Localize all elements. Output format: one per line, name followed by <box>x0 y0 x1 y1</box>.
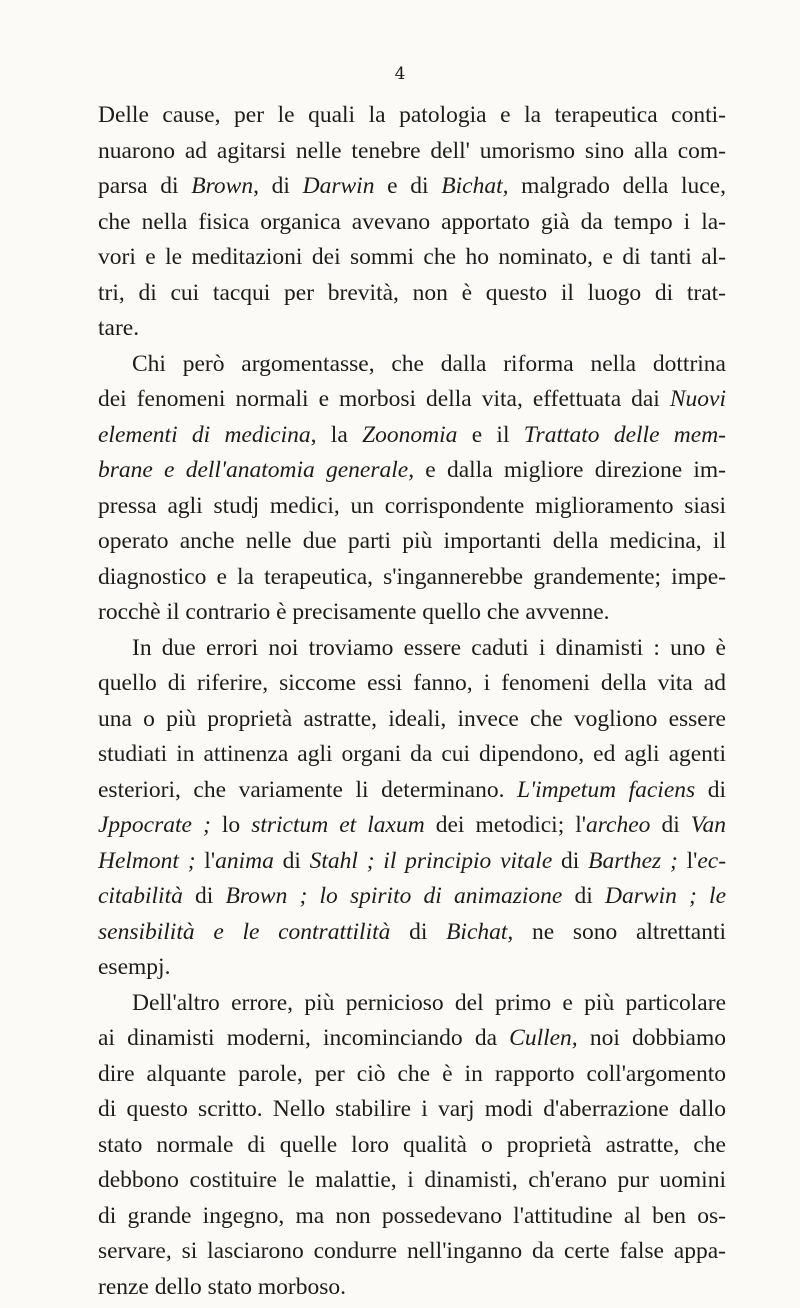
text-line <box>98 915 726 951</box>
text-span: rocchè il contrario è precisamente quello che avvenne. <box>98 599 610 625</box>
italic-text: anima <box>215 847 274 874</box>
italic-text: citabilità <box>98 883 183 909</box>
text-line <box>98 879 726 915</box>
italic-text: Jppocrate ; <box>98 812 211 838</box>
text-line <box>98 631 726 667</box>
text-line <box>98 844 726 880</box>
text-span: di <box>695 776 727 803</box>
text-span: l' <box>677 847 698 874</box>
text-span: esteriori, che variamente li determinano. <box>98 776 518 803</box>
text-span: di <box>562 883 606 909</box>
italic-text: Bichat, <box>446 918 514 945</box>
text-line <box>98 240 726 276</box>
text-span: Dell'altro errore, più pernicioso del primo e più particolare <box>132 989 726 1016</box>
text-span: l' <box>195 847 216 874</box>
text-line <box>98 205 726 241</box>
text-span: e dalla migliore direzione im- <box>414 457 727 483</box>
text-span: dire alquante parole, per ciò che è in rapporto coll'argomento <box>98 1060 726 1087</box>
text-line <box>98 773 726 809</box>
italic-text: Helmont ; <box>98 847 196 874</box>
italic-text: archeo <box>586 812 651 838</box>
text-line <box>98 1092 726 1128</box>
text-span: pressa agli studj medici, un corrispondente miglioramento siasi <box>98 492 726 519</box>
text-line <box>98 986 726 1022</box>
text-span: una o più proprietà astratte, ideali, invece che vogliono essere <box>98 705 726 732</box>
italic-text: Nuovi <box>669 386 726 412</box>
text-span: Chi però argomentasse, che dalla riforma nella dottrina <box>132 350 726 377</box>
italic-text: Barthez ; <box>588 847 678 874</box>
text-span: tri, di cui tacqui per brevità, non è questo il luogo di trat- <box>98 279 726 306</box>
text-span: In due errori noi troviamo essere caduti i dinamisti : uno è <box>132 634 726 661</box>
text-line <box>98 169 726 205</box>
italic-text: Brown <box>191 173 254 199</box>
text-span: ne sono altrettanti <box>513 918 727 945</box>
text-line <box>98 1199 726 1235</box>
text-line <box>98 98 726 134</box>
italic-text: Darwin <box>302 173 375 199</box>
text-line <box>98 418 726 454</box>
text-span: dei fenomeni normali e morbosi della vita, effettuata dai <box>98 386 670 412</box>
text-line <box>98 1270 726 1306</box>
text-line <box>98 524 726 560</box>
text-span: di <box>650 812 691 838</box>
text-line <box>98 1234 726 1270</box>
text-span: dei metodici; l' <box>424 812 587 838</box>
text-span: di questo scritto. Nello stabilire i varj modi d'aberrazione dallo <box>98 1096 726 1122</box>
text-line <box>98 1163 726 1199</box>
text-line <box>98 453 726 489</box>
text-span: di <box>273 847 310 874</box>
text-span: malgrado della luce, <box>508 173 726 199</box>
text-line <box>98 311 726 347</box>
text-span: servare, si lasciarono condurre nell'inganno da certe false appa- <box>98 1238 726 1264</box>
italic-text: Brown ; lo spirito di animazione <box>225 883 563 909</box>
italic-text: elementi di medicina <box>98 421 311 448</box>
italic-text: strictum et laxum <box>251 812 425 838</box>
text-span: diagnostico e la terapeutica, s'ingannerebbe grandemente; impe- <box>98 563 726 590</box>
italic-text: L'impetum faciens <box>517 776 696 803</box>
text-span: tare. <box>98 315 140 341</box>
italic-text: brane e dell'anatomia generale, <box>98 457 415 483</box>
text-span: e di <box>374 173 442 199</box>
text-line <box>98 560 726 596</box>
text-span: , di <box>253 173 303 199</box>
text-span: di <box>552 847 589 874</box>
text-line <box>98 808 726 844</box>
italic-text: Zoonomia <box>362 421 458 448</box>
text-span: vori e le meditazioni dei sommi che ho nominato, e di tanti al- <box>98 244 726 270</box>
text-line <box>98 347 726 383</box>
text-span: di <box>390 918 447 945</box>
text-line <box>98 737 726 773</box>
text-span: di <box>182 883 226 909</box>
italic-text: Van <box>690 812 727 838</box>
text-line <box>98 950 726 986</box>
italic-text: Cullen, <box>509 1025 578 1051</box>
italic-text: Bichat, <box>441 173 509 199</box>
italic-text: sensibilità e le contrattilità <box>98 918 391 945</box>
text-span: di grande ingegno, ma non possedevano l'attitudine al ben os- <box>98 1202 726 1229</box>
text-line <box>98 666 726 702</box>
italic-text: ec- <box>697 847 727 874</box>
text-line <box>98 382 726 418</box>
text-line <box>98 276 726 312</box>
italic-text: Trattato delle mem- <box>523 421 726 448</box>
text-span: nuarono ad agitarsi nelle tenebre dell' umorismo sino alla com- <box>98 137 726 164</box>
text-line <box>98 595 726 631</box>
text-span: debbono costituire le malattie, i dinamisti, ch'erano pur uomini <box>98 1167 726 1193</box>
italic-text: Stahl ; il principio vitale <box>309 847 553 874</box>
text-span: studiati in attinenza agli organi da cui dipendono, ed agli agenti <box>98 741 726 767</box>
body-text <box>98 98 726 1305</box>
text-span: renze dello stato morboso. <box>98 1273 346 1300</box>
text-span: Delle cause, per le quali la patologia e la terapeutica conti- <box>98 102 726 128</box>
text-span: esempj. <box>98 954 171 980</box>
text-line <box>98 1128 726 1164</box>
page-number: 4 <box>394 64 406 84</box>
text-span: stato normale di quelle loro qualità o proprietà astratte, che <box>98 1131 726 1158</box>
text-line <box>98 134 726 170</box>
text-span: , la <box>310 421 363 448</box>
text-span: ai dinamisti moderni, incominciando da <box>98 1025 510 1051</box>
text-span: quello di riferire, siccome essi fanno, i fenomeni della vita ad <box>98 670 726 696</box>
text-span: noi dobbiamo <box>577 1025 726 1051</box>
text-span: parsa di <box>98 173 192 199</box>
italic-text: Darwin ; le <box>605 883 727 909</box>
text-line <box>98 1057 726 1093</box>
text-span: operato anche nelle due parti più importanti della medicina, il <box>98 528 726 554</box>
text-span: e il <box>457 421 524 448</box>
text-line <box>98 1021 726 1057</box>
text-line <box>98 489 726 525</box>
text-span: che nella fisica organica avevano apportato già da tempo i la- <box>98 208 726 235</box>
text-line <box>98 702 726 738</box>
text-span: lo <box>210 812 252 838</box>
